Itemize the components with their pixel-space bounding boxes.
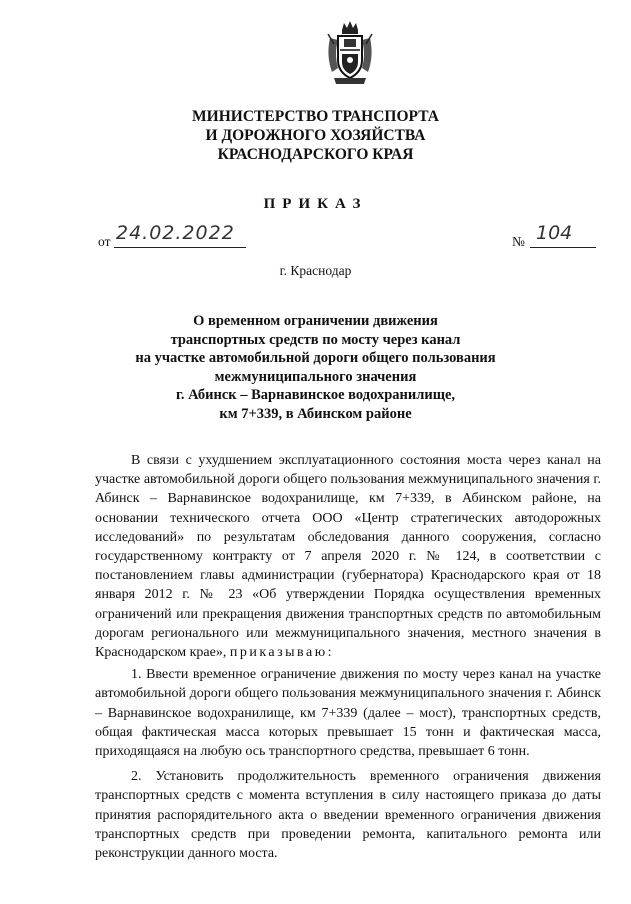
document-type: ПРИКАЗ — [263, 196, 368, 212]
order-word: приказываю: — [229, 645, 335, 661]
order-title — [0, 312, 631, 424]
item-2: 2. Установить продолжительность временного ограничения движения транспортных средств с момента вступления в силу настоящего приказа до даты принятия распорядительного акта о введении временного ограничения движения транспортных средств при проведении ремонта, капитального ремонта или реконструкции данного моста. — [95, 769, 601, 862]
date-underline — [114, 247, 246, 248]
krasnodar-coat-of-arms-icon — [324, 20, 376, 86]
ministry-line: И ДОРОЖНОГО ХОЗЯЙСТВА — [205, 127, 426, 144]
date-handwritten: 24.02.2022 — [116, 222, 235, 244]
intro-text: В связи с ухудшением эксплуатационного состояния моста через канал на участке автомобильной дороги общего пользования межмуниципального значения г. Абинск – Варнавинское водохранилище, км 7+339, в Абинском районе, на основании технического отчета ООО «Центр стратегических автодорожных исследований» по результатам обследования данного сооружения, согласно государственному контракту от 7 апреля 2020 г. № 124, в соответствии с постановлением главы администрации (губернатора) Краснодарского края от 18 января 2012 г. № 23 «Об утверждении Порядка осуществления временных ограничений или прекращения движения транспортных средств по автомобильным дорогам регионального или межмуниципального значения, местного значения в Краснодарском крае», — [95, 453, 601, 661]
ministry-line: МИНИСТЕРСТВО ТРАНСПОРТА — [192, 108, 439, 125]
number-handwritten: 104 — [536, 222, 573, 244]
item-1: 1. Ввести временное ограничение движения по мосту через канал на участке автомобильной дороги общего пользования межмуниципального значения г. Абинск – Варнавинское водохранилище, км 7+339 (далее – мост), транспортных средств, общая фактическая масса которых превышает 15 тонн и фактическая масса, приходящаяся на любую ось транспортного средства, превышает 6 тонн. — [95, 667, 601, 760]
ministry-name — [0, 107, 631, 164]
intro-paragraph — [95, 451, 601, 662]
title-line: транспортных средств по мосту через канал — [170, 331, 461, 348]
title-line: на участке автомобильной дороги общего пользования — [135, 350, 496, 367]
title-line: км 7+339, в Абинском районе — [219, 405, 412, 422]
order-body — [95, 451, 601, 863]
title-line: О временном ограничении движения — [193, 313, 438, 329]
number-label: № — [512, 234, 525, 249]
title-line: г. Абинск – Варнавинское водохранилище, — [175, 387, 456, 404]
city: г. Краснодар — [279, 263, 352, 278]
title-line: межмуниципального значения — [214, 368, 417, 385]
date-label: от — [98, 234, 111, 249]
ministry-line: КРАСНОДАРСКОГО КРАЯ — [217, 146, 414, 163]
number-underline — [530, 247, 596, 248]
